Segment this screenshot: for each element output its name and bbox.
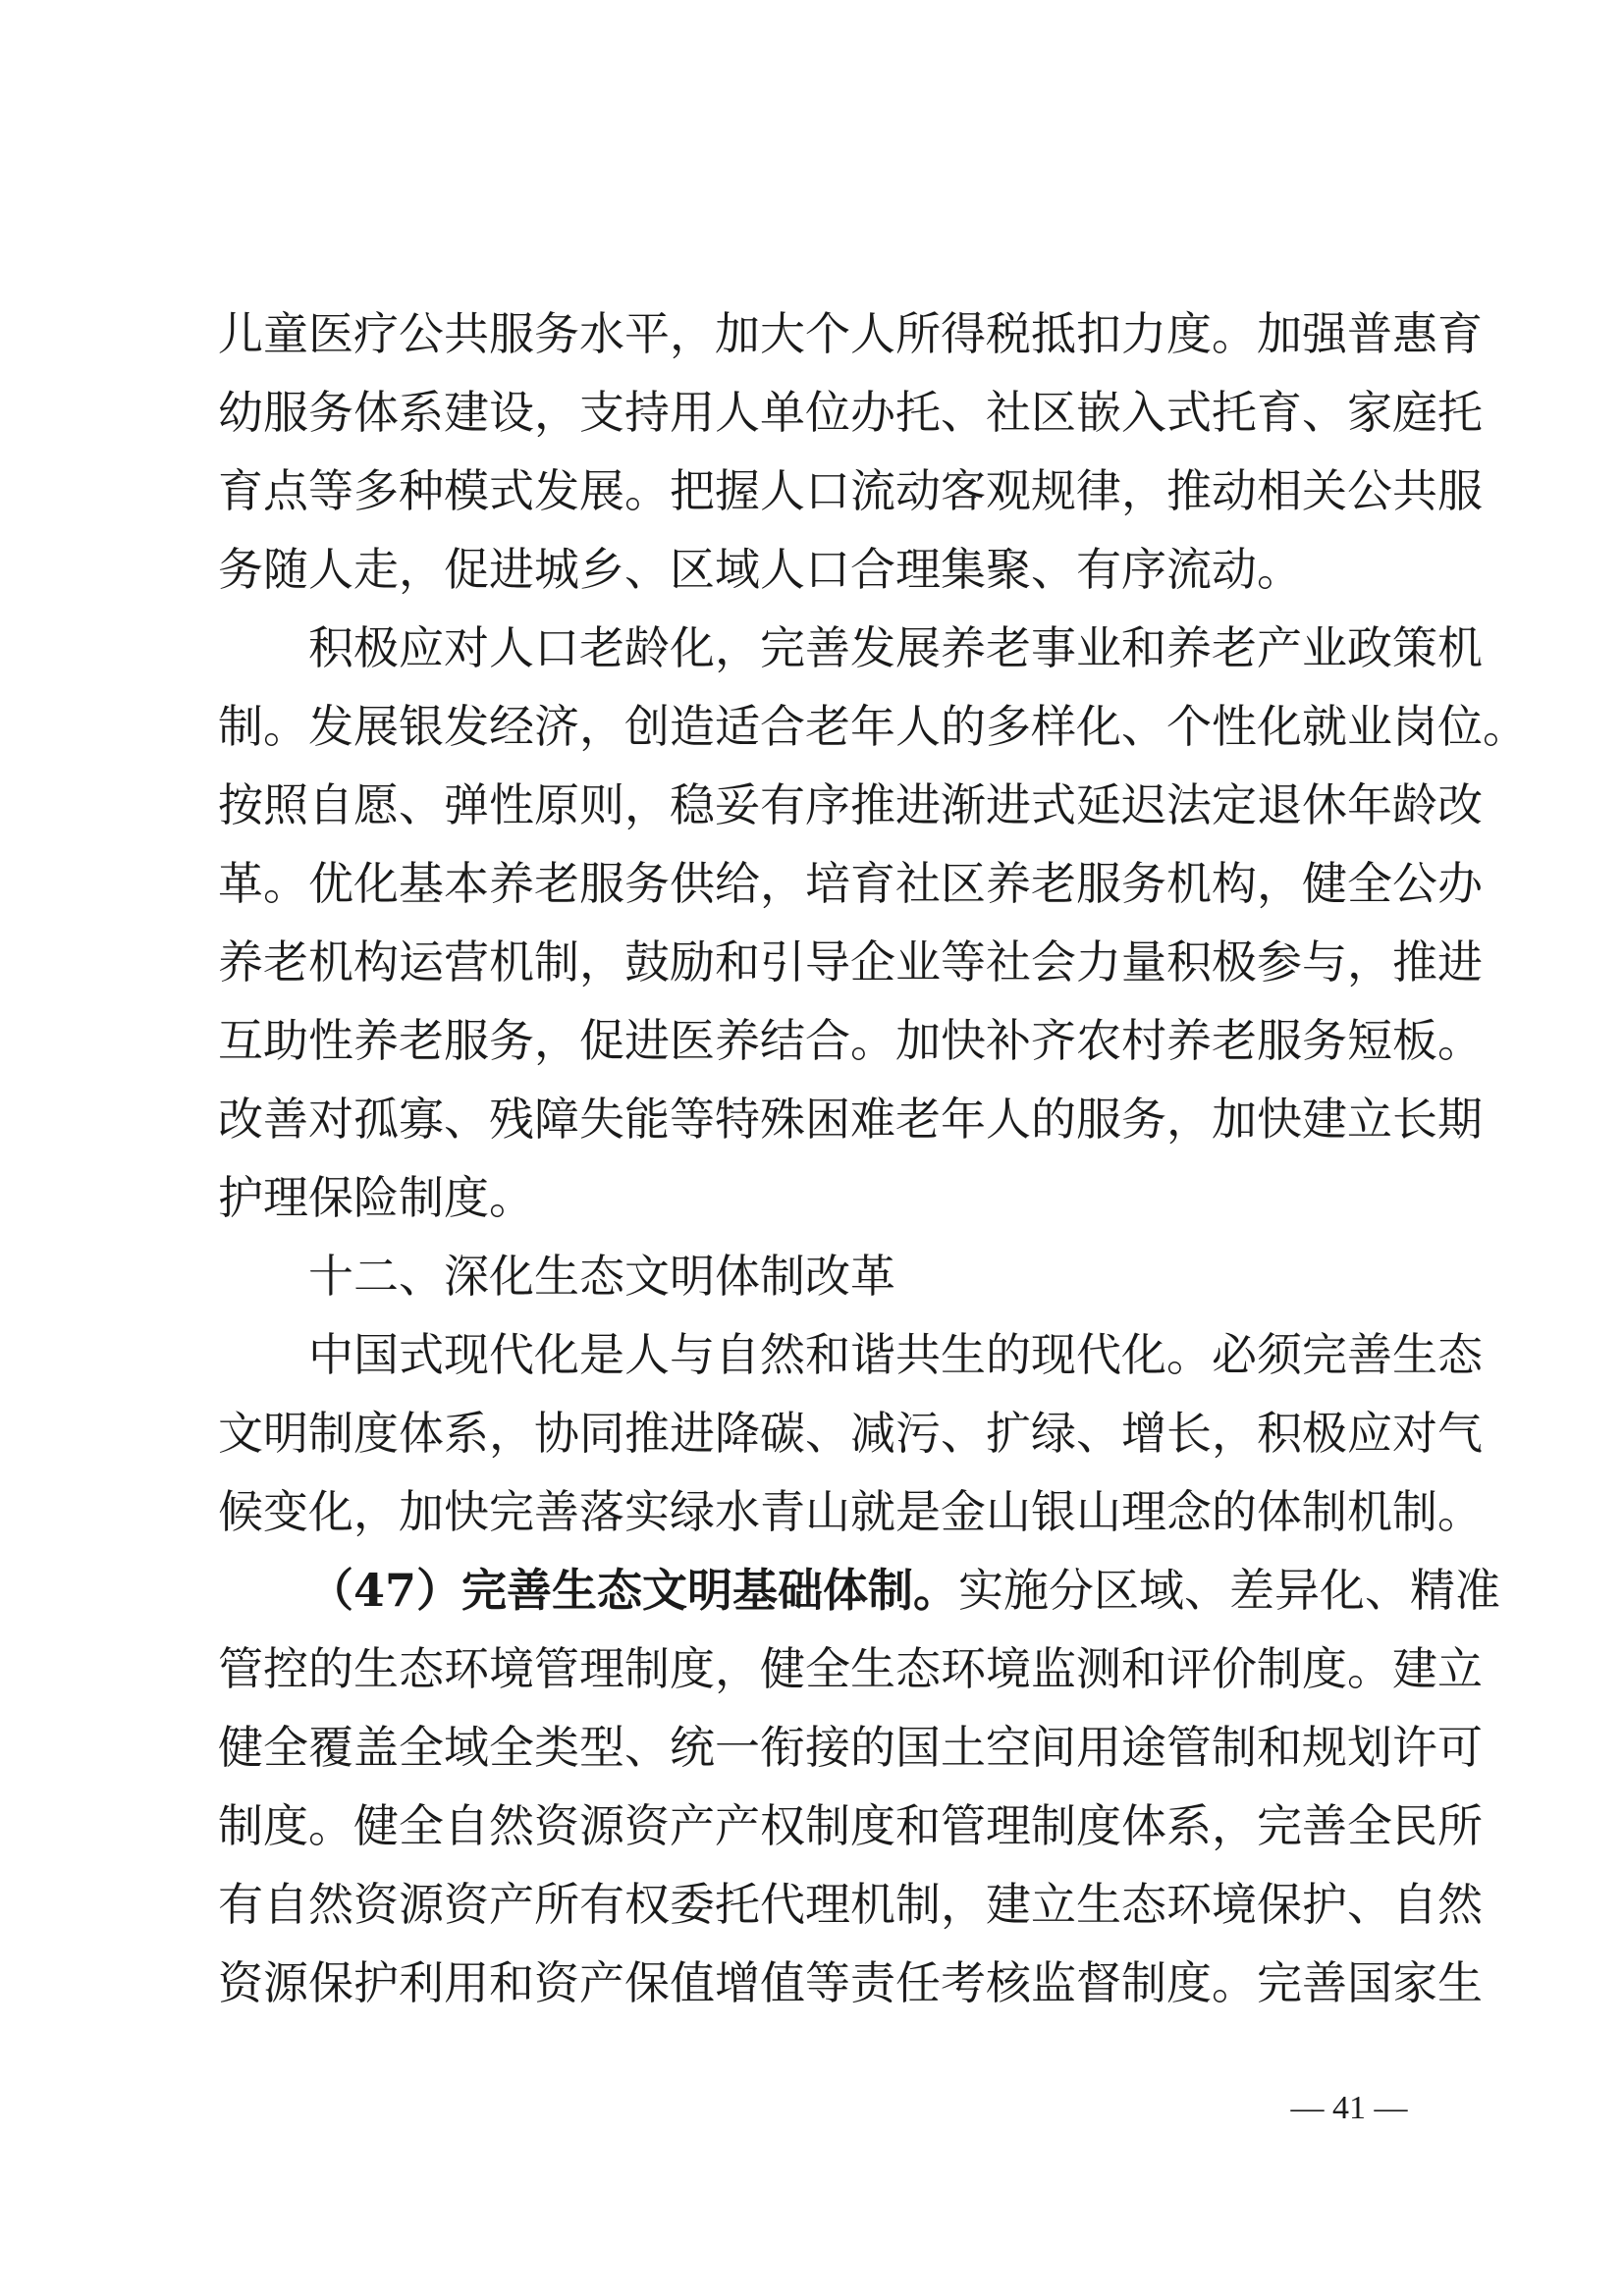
text-line: 养老机构运营机制，鼓励和引导企业等社会力量积极参与，推进 xyxy=(218,935,1483,988)
text-line: 资源保护利用和资产保值增值等责任考核监督制度。完善国家生 xyxy=(218,1956,1483,2009)
text-line: 健全覆盖全域全类型、统一衔接的国土空间用途管制和规划许可 xyxy=(218,1721,1483,1774)
text-line: 制。发展银发经济，创造适合老年人的多样化、个性化就业岗位。 xyxy=(218,700,1528,753)
body-text xyxy=(218,294,1528,2022)
text-line: 有自然资源资产所有权委托代理机制，建立生态环境保护、自然 xyxy=(218,1878,1483,1931)
text-line: 儿童医疗公共服务水平，加大个人所得税抵扣力度。加强普惠育 xyxy=(218,307,1483,360)
text-line: 护理保险制度。 xyxy=(218,1171,534,1224)
text-line: 候变化，加快完善落实绿水青山就是金山银山理念的体制机制。 xyxy=(218,1485,1483,1538)
section-heading: 十二、深化生态文明体制改革 xyxy=(308,1250,895,1303)
text-line: 幼服务体系建设，支持用人单位办托、社区嵌入式托育、家庭托 xyxy=(218,386,1483,439)
paragraph-first-line: 积极应对人口老龄化，完善发展养老事业和养老产业政策机 xyxy=(308,621,1483,674)
section-47-first-line xyxy=(218,1551,1501,1629)
text-line: 务随人走，促进城乡、区域人口合理集聚、有序流动。 xyxy=(218,543,1302,596)
section-47-lead: （47）完善生态文明基础体制。 xyxy=(308,1564,959,1617)
paragraph-first-line: 中国式现代化是人与自然和谐共生的现代化。必须完善生态 xyxy=(308,1328,1483,1381)
text-line: 制度。健全自然资源资产产权制度和管理制度体系，完善全民所 xyxy=(218,1799,1483,1852)
text-line: 革。优化基本养老服务供给，培育社区养老服务机构，健全公办 xyxy=(218,857,1483,910)
text-line: 改善对孤寡、残障失能等特殊困难老年人的服务，加快建立长期 xyxy=(218,1093,1483,1146)
text-line: 育点等多种模式发展。把握人口流动客观规律，推动相关公共服 xyxy=(218,464,1483,517)
text-line: 管控的生态环境管理制度，健全生态环境监测和评价制度。建立 xyxy=(218,1642,1483,1695)
text-line: 按照自愿、弹性原则，稳妥有序推进渐进式延迟法定退休年龄改 xyxy=(218,778,1483,831)
section-47-rest: 实施分区域、差异化、精准 xyxy=(958,1564,1501,1617)
page-number: — 41 — xyxy=(1290,2090,1408,2126)
text-line: 互助性养老服务，促进医养结合。加快补齐农村养老服务短板。 xyxy=(218,1014,1483,1067)
text-line: 文明制度体系，协同推进降碳、减污、扩绿、增长，积极应对气 xyxy=(218,1407,1483,1460)
